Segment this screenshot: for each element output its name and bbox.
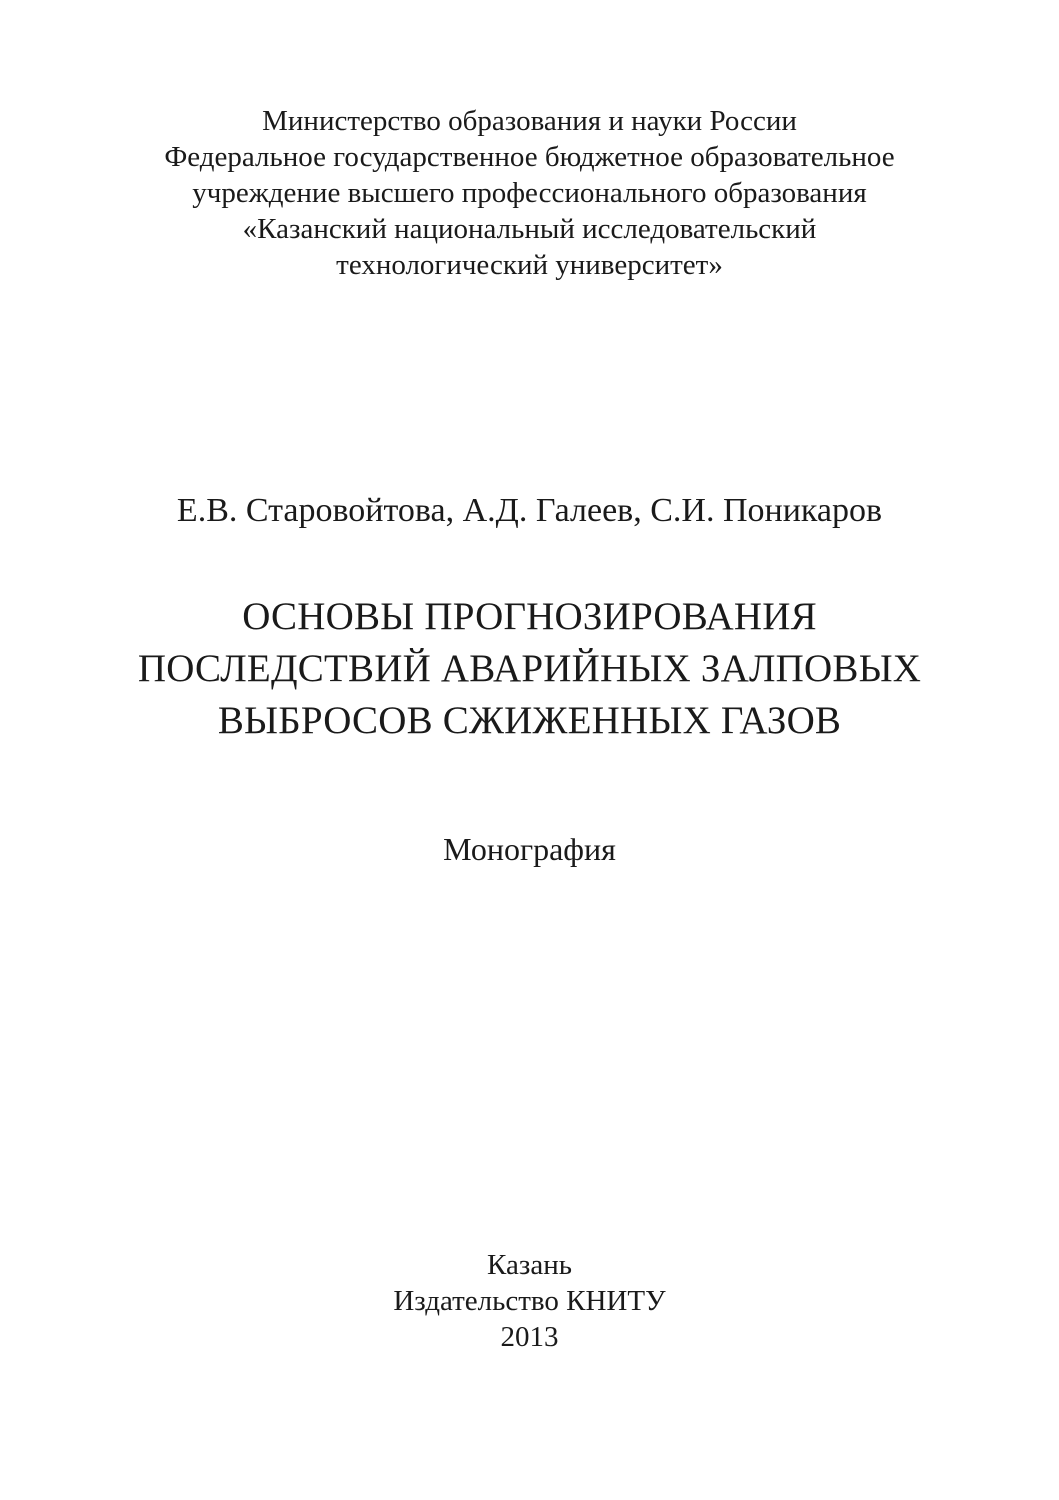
- institution-line: технологический университет»: [336, 249, 723, 281]
- imprint-block: [0, 1247, 1059, 1355]
- institution-line: «Казанский национальный исследовательский: [242, 213, 817, 245]
- title-line: ОСНОВЫ ПРОГНОЗИРОВАНИЯ: [242, 595, 817, 638]
- institution-block: [0, 103, 1059, 283]
- book-title: [0, 591, 1059, 747]
- institution-line: Министерство образования и науки России: [262, 105, 797, 137]
- imprint-publisher: Издательство КНИТУ: [393, 1285, 666, 1317]
- imprint-year: 2013: [500, 1321, 559, 1353]
- institution-line: Федеральное государственное бюджетное образовательное: [164, 141, 895, 173]
- title-line: ВЫБРОСОВ СЖИЖЕННЫХ ГАЗОВ: [217, 699, 842, 742]
- genre-label: Монография: [443, 831, 616, 867]
- institution-line: учреждение высшего профессионального образования: [192, 177, 867, 209]
- authors: Е.В. Старовойтова, А.Д. Галеев, С.И. Поникаров: [176, 492, 883, 529]
- imprint-city: Казань: [487, 1249, 572, 1281]
- title-line: ПОСЛЕДСТВИЙ АВАРИЙНЫХ ЗАЛПОВЫХ: [137, 647, 922, 690]
